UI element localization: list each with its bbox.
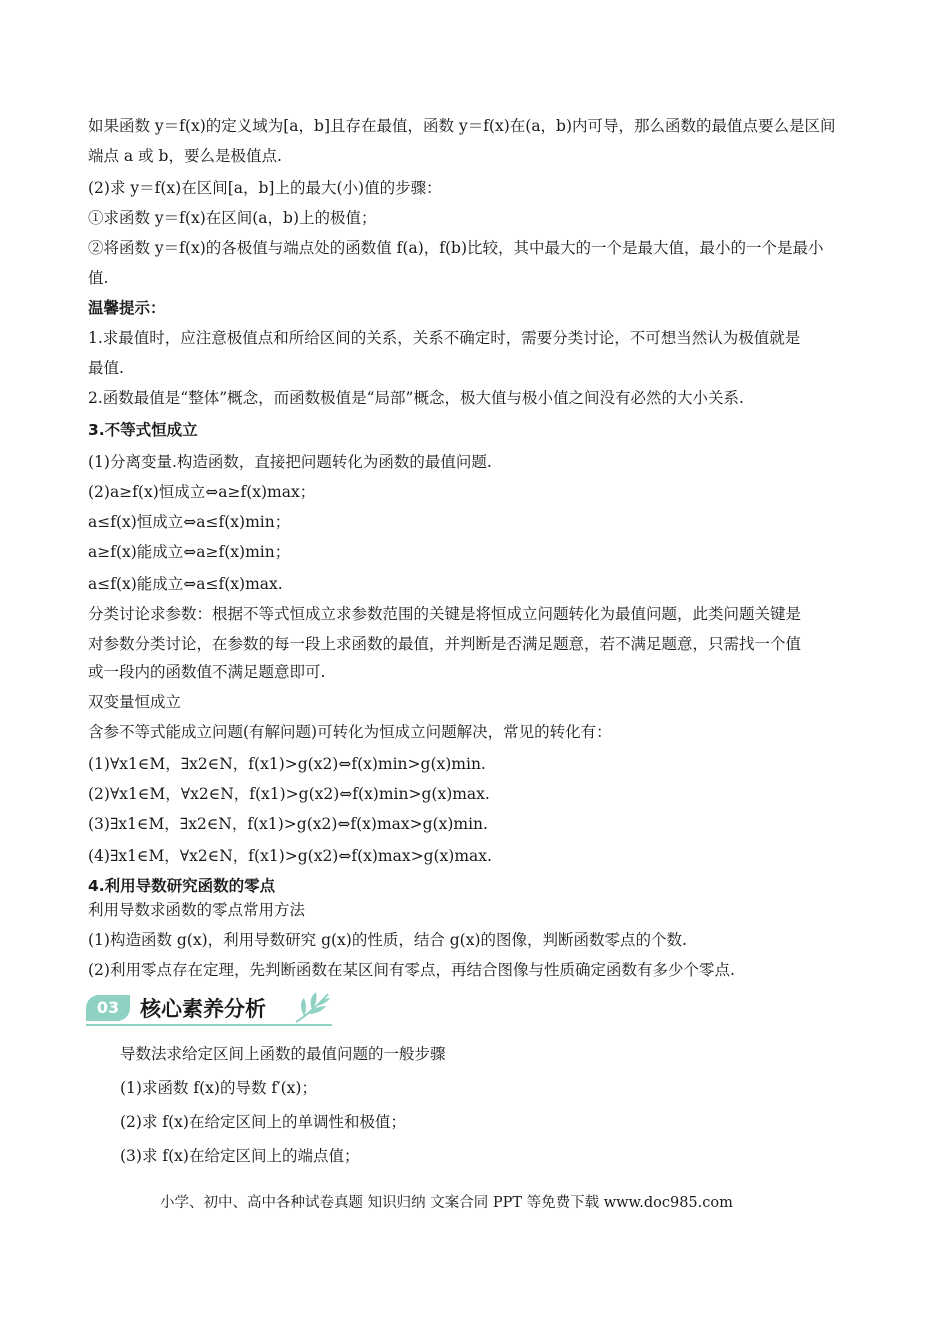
formula-line: (2)∀x1∈M，∀x2∈N，f(x1)>g(x2)⇔f(x)min>g(x)max. <box>88 785 490 803</box>
text-line: (2)求 f(x)在给定区间上的单调性和极值； <box>120 1113 406 1131</box>
text-line: 最值. <box>88 359 124 377</box>
formula-line: (1)∀x1∈M，∃x2∈N，f(x1)>g(x2)⇔f(x)min>g(x)min. <box>88 755 486 773</box>
text-line: 或一段内的函数值不满足题意即可. <box>88 663 326 681</box>
text-line: (1)分离变量.构造函数，直接把问题转化为函数的最值问题. <box>88 453 492 471</box>
formula-line: (2)a≥f(x)恒成立⇔a≥f(x)max； <box>88 483 316 501</box>
formula-line: (4)∃x1∈M，∀x2∈N，f(x1)>g(x2)⇔f(x)max>g(x)max. <box>88 847 492 865</box>
formula-line: (3)∃x1∈M，∃x2∈N，f(x1)>g(x2)⇔f(x)max>g(x)min. <box>88 815 488 833</box>
section-title: 核心素养分析 <box>140 997 266 1021</box>
formula-line: a≥f(x)能成立⇔a≥f(x)min； <box>88 543 291 561</box>
section-number-badge: 03 <box>86 995 130 1021</box>
text-line: 如果函数 y＝f(x)的定义域为[a，b]且存在最值，函数 y＝f(x)在(a，b)内可导，那么函数的最值点要么是区间 <box>88 117 836 135</box>
text-line: 1.求最值时，应注意极值点和所给区间的关系，关系不确定时，需要分类讨论，不可想当然认为极值就是 <box>88 329 801 347</box>
formula-line: a≤f(x)能成立⇔a≤f(x)max. <box>88 575 283 593</box>
section-heading: 4.利用导数研究函数的零点 <box>88 877 276 895</box>
page-footer: 小学、初中、高中各种试卷真题 知识归纳 文案合同 PPT 等免费下载 www.doc985.com <box>160 1195 733 1211</box>
tip-heading: 温馨提示： <box>88 299 166 317</box>
formula-line: a≤f(x)恒成立⇔a≤f(x)min； <box>88 513 291 531</box>
text-line: (1)构造函数 g(x)，利用导数研究 g(x)的性质，结合 g(x)的图像，判断函数零点的个数. <box>88 931 687 949</box>
text-line: (2)利用零点存在定理，先判断函数在某区间有零点，再结合图像与性质确定函数有多少个零点. <box>88 961 735 979</box>
leaf-decoration-icon <box>290 990 334 1026</box>
text-line: 双变量恒成立 <box>88 693 182 711</box>
text-line: 含参不等式能成立问题(有解问题)可转化为恒成立问题解决，常见的转化有： <box>88 723 612 741</box>
section-heading: 3.不等式恒成立 <box>88 421 198 439</box>
text-line: 对参数分类讨论，在参数的每一段上求函数的最值，并判断是否满足题意，若不满足题意，只需找一个值 <box>88 635 802 653</box>
text-line: 端点 a 或 b，要么是极值点. <box>88 147 282 165</box>
text-line: ②将函数 y＝f(x)的各极值与端点处的函数值 f(a)，f(b)比较，其中最大的一个是最大值，最小的一个是最小 <box>88 239 824 257</box>
text-line: 2.函数最值是“整体”概念，而函数极值是“局部”概念，极大值与极小值之间没有必然的大小关系. <box>88 389 744 407</box>
text-line: 值. <box>88 269 109 287</box>
text-line: (2)求 y＝f(x)在区间[a，b]上的最大(小)值的步骤： <box>88 179 442 197</box>
text-line: 导数法求给定区间上函数的最值问题的一般步骤 <box>120 1045 446 1063</box>
text-line: (3)求 f(x)在给定区间上的端点值； <box>120 1147 360 1165</box>
text-line: ①求函数 y＝f(x)在区间(a，b)上的极值； <box>88 209 377 227</box>
text-line: 分类讨论求参数：根据不等式恒成立求参数范围的关键是将恒成立问题转化为最值问题，此类问题关键是 <box>88 605 802 623</box>
text-line: 利用导数求函数的零点常用方法 <box>88 901 306 919</box>
text-line: (1)求函数 f(x)的导数 f′(x)； <box>120 1079 317 1097</box>
